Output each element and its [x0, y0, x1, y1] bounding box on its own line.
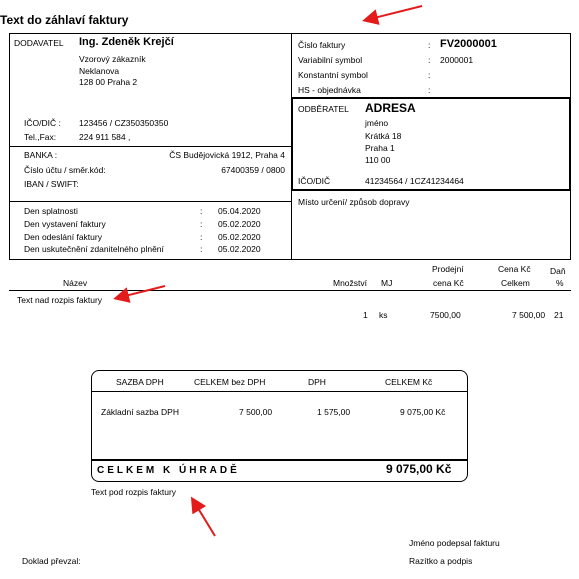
vat-header-vat: DPH [308, 377, 326, 387]
bank-value: ČS Budějovická 1912, Praha 4 [169, 150, 285, 160]
invoice-info-colon: : [428, 70, 431, 80]
items-header-total-2: Celkem [501, 278, 530, 288]
items-header-unit-price-2: cena Kč [433, 278, 464, 288]
supplier-tel-label: Tel.,Fax: [24, 132, 57, 142]
total-due-value: 9 075,00 Kč [386, 462, 452, 476]
text-above-items: Text nad rozpis faktury [17, 295, 103, 305]
bank-iban-label: IBAN / SWIFT: [24, 179, 79, 189]
supplier-line-1: Vzorový zákazník [79, 54, 146, 64]
vat-header-rate: SAZBA DPH [116, 377, 164, 387]
bank-account-label: Číslo účtu / směr.kód: [24, 165, 106, 175]
customer-ico-label: IČO/DIČ [298, 176, 331, 186]
invoice-info-colon: : [428, 40, 431, 50]
items-header-qty: Množství [333, 278, 368, 288]
invoice-info-label: HS - objednávka [298, 85, 361, 95]
invoice-header-title: Text do záhlaví faktury [0, 13, 129, 27]
date-label: Den vystavení faktury [24, 219, 106, 229]
arrow-to-text-above [117, 286, 165, 298]
items-header-unit-price-1: Prodejní [432, 264, 464, 274]
item-total: 7 500,00 [512, 310, 546, 320]
arrow-to-text-below [193, 500, 215, 536]
date-value: 05.04.2020 [218, 206, 261, 216]
supplier-name: Ing. Zdeněk Krejčí [79, 36, 174, 48]
vat-row-vat: 1 575,00 [317, 407, 351, 417]
vat-row-base: 7 500,00 [239, 407, 273, 417]
date-colon: : [200, 219, 203, 229]
date-value: 05.02.2020 [218, 232, 261, 242]
stamp-and-signature: Razítko a podpis [409, 556, 473, 566]
supplier-ico-label: IČO/DIČ : [24, 118, 61, 128]
supplier-tel-value: 224 911 584 , [79, 132, 131, 142]
customer-ico-value: 41234564 / 1CZ41234464 [365, 176, 464, 186]
customer-line-4: 110 00 [365, 155, 391, 165]
invoice-info-colon: : [428, 85, 431, 95]
item-unit-price: 7500,00 [430, 310, 461, 320]
supplier-line-3: 128 00 Praha 2 [79, 77, 138, 87]
supplier-label: DODAVATEL [14, 38, 64, 48]
item-qty: 1 [363, 310, 368, 320]
vat-row-rate: Základní sazba DPH [101, 407, 179, 417]
supplier-line-2: Neklanova [79, 66, 120, 76]
invoice-info-colon: : [428, 55, 431, 65]
date-colon: : [200, 232, 203, 242]
items-header-unit: MJ [381, 278, 393, 288]
customer-name: ADRESA [365, 101, 416, 115]
document-received: Doklad převzal: [22, 556, 81, 566]
text-below-items: Text pod rozpis faktury [91, 487, 177, 497]
invoice-info-label: Konstantní symbol [298, 70, 368, 80]
items-header-name: Název [63, 278, 88, 288]
arrow-to-header [366, 6, 422, 20]
date-colon: : [200, 244, 203, 254]
invoice-number: FV2000001 [440, 38, 497, 50]
invoice-info-label: Číslo faktury [298, 40, 346, 50]
customer-line-3: Praha 1 [365, 143, 395, 153]
variable-symbol: 2000001 [440, 55, 474, 65]
item-unit: ks [379, 310, 388, 320]
bank-label: BANKA : [24, 150, 58, 160]
date-label: Den splatnosti [24, 206, 78, 216]
total-due-label: CELKEM K ÚHRADĚ [97, 465, 240, 476]
supplier-ico-value: 123456 / CZ350350350 [79, 118, 169, 128]
signature-name: Jméno podepsal fakturu [409, 538, 500, 548]
vat-header-total: CELKEM Kč [385, 377, 433, 387]
customer-line-1: jméno [365, 118, 389, 128]
items-header-vat-1: Daň [550, 266, 566, 276]
items-header-vat-2: % [556, 278, 564, 288]
customer-line-2: Krátká 18 [365, 131, 402, 141]
date-label: Den uskutečnění zdanitelného plnění [24, 244, 164, 254]
vat-row-total: 9 075,00 Kč [400, 407, 446, 417]
items-header-total-1: Cena Kč [498, 264, 531, 274]
date-value: 05.02.2020 [218, 244, 261, 254]
bank-account-value: 67400359 / 0800 [221, 165, 285, 175]
item-vat: 21 [554, 310, 564, 320]
date-value: 05.02.2020 [218, 219, 261, 229]
date-colon: : [200, 206, 203, 216]
delivery-label: Místo určení/ způsob dopravy [298, 197, 410, 207]
invoice-info-label: Variabilní symbol [298, 55, 363, 65]
customer-label: ODBĚRATEL [298, 104, 349, 114]
date-label: Den odeslání faktury [24, 232, 102, 242]
vat-header-base: CELKEM bez DPH [194, 377, 266, 387]
